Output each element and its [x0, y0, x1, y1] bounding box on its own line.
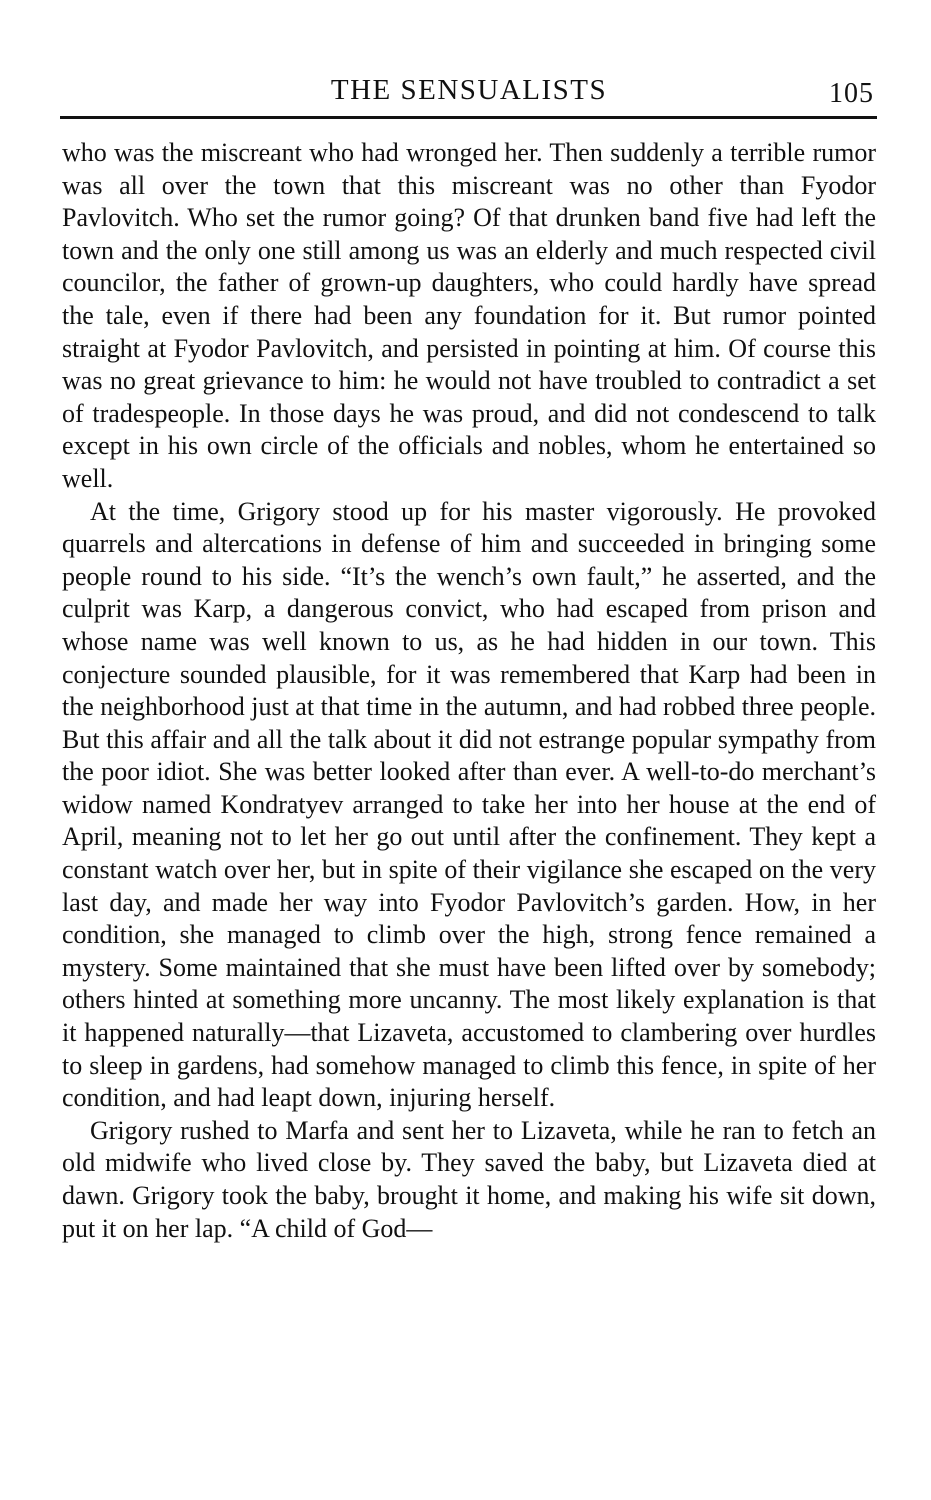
paragraph-1: who was the miscreant who had wronged her. Then suddenly a terrible rumor was all over the town that this miscreant was no other than Fyodor Pavlovitch. Who set the rumor going? Of that drunken band five had left the town and the only one still among us was an elderly and much respected civil councilor, the father of grown-up daughters, who could hardly have spread the tale, even if there had been any foundation for it. But rumor pointed straight at Fyodor Pavlovitch, and persisted in pointing at him. Of course this was no great grievance to him: he would not have troubled to contradict a set of tradespeople. In those days he was proud, and did not condescend to talk except in his own circle of the officials and nobles, whom he entertained so well.	[62, 138, 876, 493]
paragraph-2: At the time, Grigory stood up for his master vigorously. He provoked quarrels and altercations in defense of him and succeeded in bringing some people round to his side. “It’s the wench’s own fault,” he asserted, and the culprit was Karp, a dangerous convict, who had escaped from prison and whose name was well known to us, as he had hidden in our town. This conjecture sounded plausible, for it was remembered that Karp had been in the neighborhood just at that time in the autumn, and had robbed three people. But this affair and all the talk about it did not estrange popular sympathy from the poor idiot. She was better looked after than ever. A well-to-do merchant’s widow named Kondratyev arranged to take her into her house at the end of April, meaning not to let her go out until after the confinement. They kept a constant watch over her, but in spite of their vigilance she escaped on the very last day, and made her way into Fyodor Pavlovitch’s garden. How, in her condition, she managed to climb over the high, strong fence remained a mystery. Some maintained that she must have been lifted over by somebody; others hinted at something more uncanny. The most likely explanation is that it happened naturally—that Lizaveta, accustomed to clambering over hurdles to sleep in gardens, had somehow managed to climb this fence, in spite of her condition, and had leapt down, injuring herself.	[62, 496, 876, 1113]
page-number: 105	[829, 78, 874, 109]
body-text	[62, 137, 876, 1245]
running-title: THE SENSUALISTS	[330, 74, 608, 106]
page-header	[62, 72, 876, 112]
header-rule	[60, 116, 877, 119]
paragraph-3: Grigory rushed to Marfa and sent her to Lizaveta, while he ran to fetch an old midwife who lived close by. They saved the baby, but Lizaveta died at dawn. Grigory took the baby, brought it home, and making his wife sit down, put it on her lap. “A child of God—	[62, 1115, 876, 1243]
